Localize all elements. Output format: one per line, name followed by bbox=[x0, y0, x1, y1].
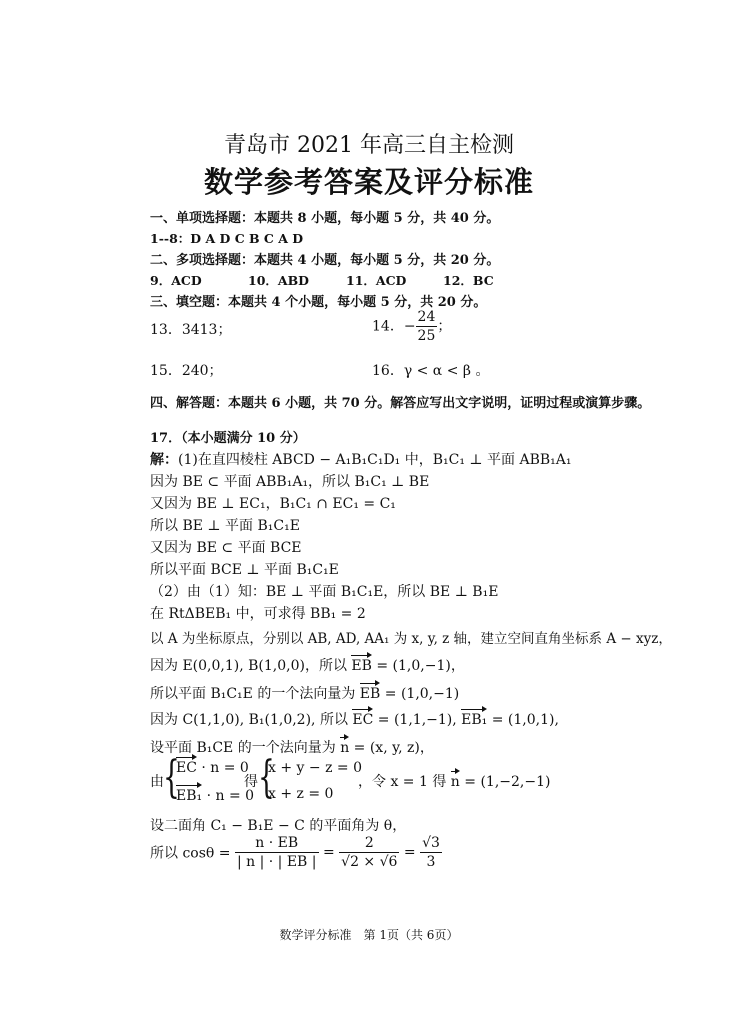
line-11-text-a: 所以平面 B₁C₁E 的一个法向量为 bbox=[150, 686, 360, 702]
solution-line-5: 又因为 BE ⊂ 平面 BCE bbox=[150, 540, 302, 556]
system-eq-2-text: · n = 0 bbox=[202, 788, 255, 804]
answer-14-suffix: ； bbox=[437, 318, 452, 335]
vector-eb1: EB₁ bbox=[461, 712, 488, 728]
solution-line-4: 所以 BE ⊥ 平面 B₁C₁E bbox=[150, 518, 300, 534]
fraction-denominator: 3 bbox=[426, 854, 436, 870]
fraction-numerator: 24 bbox=[417, 309, 436, 325]
answer-9: 9．ACD bbox=[150, 273, 202, 288]
fraction-denominator: | n | · | EB | bbox=[236, 854, 317, 870]
left-brace-2: { bbox=[258, 752, 275, 803]
line-10-text-a: 因为 E(0,0,1), B(1,0,0)，所以 bbox=[150, 658, 352, 674]
system-eq-3: x + y − z = 0 bbox=[268, 760, 362, 776]
solution-line-3: 又因为 BE ⊥ EC₁，B₁C₁ ∩ EC₁ = C₁ bbox=[150, 496, 396, 512]
solution-line-1 bbox=[150, 449, 572, 469]
system-eq-1-text: · n = 0 bbox=[196, 760, 249, 776]
solution-line-6: 所以平面 BCE ⊥ 平面 B₁C₁E bbox=[150, 562, 339, 578]
fraction-denominator: √2 × √6 bbox=[341, 854, 398, 870]
vector-ec: EC bbox=[176, 760, 197, 776]
line-12-text-c: = (1,0,1), bbox=[487, 712, 559, 728]
system-you: 由 bbox=[150, 774, 164, 790]
vector-eb1: EB₁ bbox=[176, 788, 203, 804]
problem-17-heading: 17．（本小题满分 10 分） bbox=[150, 431, 306, 446]
system-eq-2 bbox=[176, 788, 254, 804]
solution-line-1-text: (1)在直四棱柱 ABCD − A₁B₁C₁D₁ 中，B₁C₁ ⊥ 平面 ABB₁A₁ bbox=[178, 452, 572, 468]
system-result bbox=[358, 771, 550, 791]
solution-line-15: 设二面角 C₁ − B₁E − C 的平面角为 θ， bbox=[150, 818, 407, 834]
equals-sign: = bbox=[403, 844, 416, 861]
cos-theta-label: 所以 cosθ = bbox=[150, 845, 231, 862]
section-1-heading: 一、单项选择题：本题共 8 小题，每小题 5 分，共 40 分。 bbox=[150, 211, 500, 226]
exam-title: 青岛市 2021 年高三自主检测 bbox=[224, 133, 514, 158]
system-result-text-a: ，令 x = 1 得 bbox=[358, 774, 451, 790]
solution-line-12 bbox=[150, 709, 559, 729]
fraction-numerator: n · EB bbox=[235, 834, 319, 853]
solution-line-9: 以 A 为坐标原点，分别以 AB, AD, AA₁ 为 x, y, z 轴，建立空间直角坐标系 A − xyz， bbox=[150, 631, 672, 647]
fraction-numeric bbox=[339, 834, 399, 871]
vector-eb: EB bbox=[359, 686, 381, 702]
fraction-numerator: 2 bbox=[339, 834, 399, 853]
solution-line-11 bbox=[150, 683, 459, 703]
line-12-text-a: 因为 C(1,1,0), B₁(1,0,2), 所以 bbox=[150, 712, 353, 728]
line-10-text-b: = (1,0,−1)， bbox=[371, 658, 465, 674]
equals-sign: = bbox=[322, 844, 335, 861]
system-eq-1 bbox=[176, 760, 249, 776]
answer-16: 16．γ < α < β 。 bbox=[372, 363, 490, 379]
system-de: 得 bbox=[244, 774, 258, 790]
line-12-text-b: = (1,1,−1), bbox=[373, 712, 462, 728]
line-13-text-b: = (x, y, z)， bbox=[349, 740, 434, 756]
section-3-heading: 三、填空题：本题共 4 个小题，每小题 5 分，共 20 分。 bbox=[150, 295, 487, 310]
left-brace-1: { bbox=[163, 752, 180, 803]
system-eq-4: x + z = 0 bbox=[268, 786, 334, 802]
answer-11: 11．ACD bbox=[346, 273, 407, 288]
fraction-result bbox=[420, 834, 442, 871]
answer-15: 15．240； bbox=[150, 363, 223, 379]
line-11-text-b: = (1,0,−1) bbox=[380, 686, 460, 702]
answer-14-prefix: 14．− bbox=[372, 318, 416, 335]
system-result-text-b: = (1,−2,−1) bbox=[459, 774, 551, 790]
vector-ec: EC bbox=[352, 712, 374, 728]
section-4-heading: 四、解答题：本题共 6 小题，共 70 分。解答应写出文字说明，证明过程或演算步骤。 bbox=[150, 396, 651, 411]
answer-key-title: 数学参考答案及评分标准 bbox=[203, 165, 534, 199]
page-footer: 数学评分标准 第 1页（共 6页） bbox=[279, 928, 459, 942]
solution-line-8: 在 RtΔBEB₁ 中，可求得 BB₁ = 2 bbox=[150, 606, 366, 622]
vector-n: n bbox=[340, 740, 350, 756]
fraction-denominator: 25 bbox=[417, 328, 436, 344]
answer-14-fraction bbox=[416, 308, 438, 345]
solution-line-2: 因为 BE ⊂ 平面 ABB₁A₁，所以 B₁C₁ ⊥ BE bbox=[150, 474, 430, 490]
fraction-dot-over-norms bbox=[235, 834, 319, 871]
answer-13: 13．3413； bbox=[150, 322, 232, 338]
solution-line-16 bbox=[150, 834, 442, 871]
solution-label: 解： bbox=[150, 452, 178, 468]
section-2-heading: 二、多项选择题：本题共 4 小题，每小题 5 分，共 20 分。 bbox=[150, 253, 500, 268]
answer-14 bbox=[372, 308, 451, 345]
solution-line-10 bbox=[150, 655, 465, 675]
answer-10: 10．ABD bbox=[248, 273, 309, 288]
solution-line-7: （2）由（1）知：BE ⊥ 平面 B₁C₁E，所以 BE ⊥ B₁E bbox=[150, 584, 499, 600]
line-13-text-a: 设平面 B₁CE 的一个法向量为 bbox=[150, 740, 341, 756]
fraction-numerator: √3 bbox=[422, 835, 440, 851]
vector-eb: EB bbox=[351, 658, 372, 674]
section-1-answers: 1--8：D A D C B C A D bbox=[150, 231, 304, 246]
vector-n: n bbox=[450, 774, 460, 790]
answer-12: 12．BC bbox=[443, 273, 494, 288]
